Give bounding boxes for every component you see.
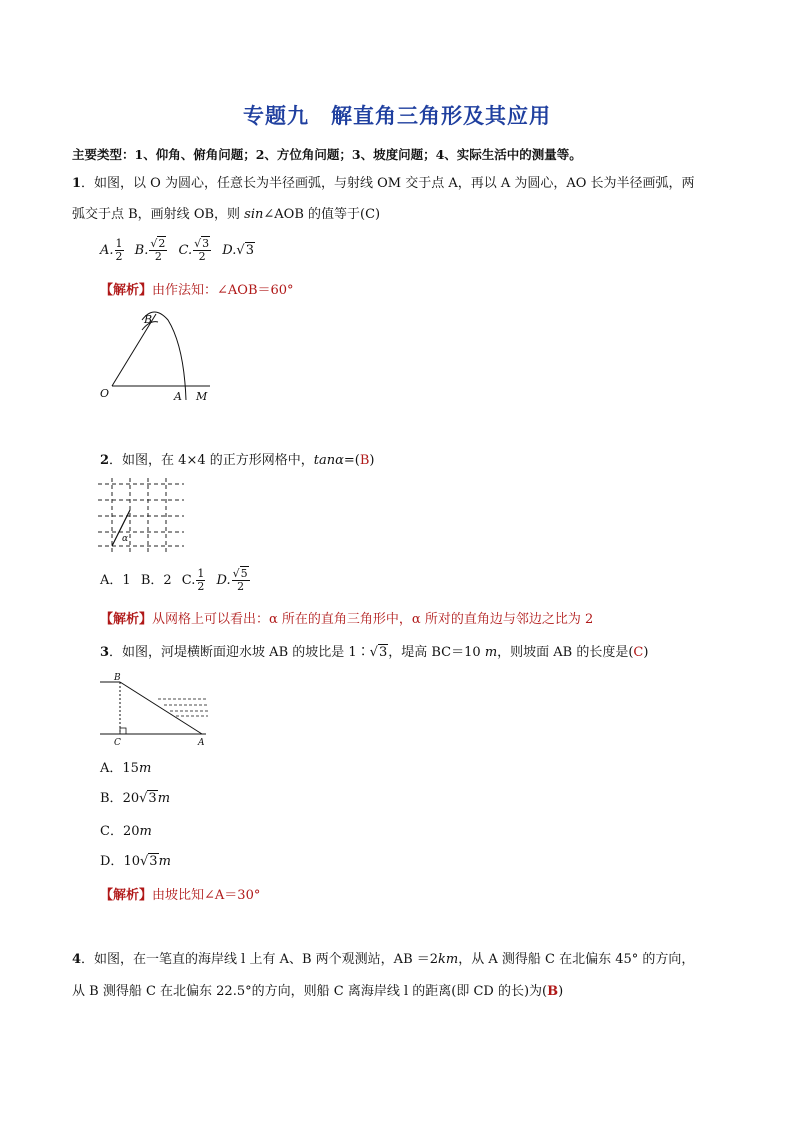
q1-label-a: A [174,390,182,403]
q4-close: ) [558,984,564,999]
q1-option-d: D.√3 [222,243,254,258]
q3-text [100,644,648,662]
q3-text-c: ，则坡面 AB 的长度是( [497,645,634,660]
q2-options [100,568,257,594]
q4-km: km [438,952,459,967]
q1-number: 1 [72,176,82,191]
q3-text-b: ，堤高 BC＝10 [388,645,485,660]
q2-answer: B [359,453,370,468]
q3-unit: m [484,645,498,660]
q1-text2a: 弧交于点 B，画射线 OB，则 [72,207,245,222]
q1-text1: ．如图，以 O 为圆心，任意长为半径画弧，与射线 OM 交于点 A，再以 A 为圆心，AO 长为半径画弧，两 [81,176,695,191]
q1-option-b: B. $\frac{√2}{2}$ [134,237,166,263]
q2-option-b: B．2 [140,573,172,588]
q3-option-c: C．20m [100,824,152,839]
q2-number: 2 [100,453,110,468]
q2-analysis-label: 【解析】 [100,612,153,627]
q3-option-d: D．10√3m [100,854,171,869]
q3-label-c: C [114,738,121,748]
q3-water-lines [158,699,208,716]
q2-analysis [100,611,593,629]
q2-text [100,452,375,470]
q1-label-m: M [196,390,208,403]
q3-text-a: ．如图，河堤横断面迎水坡 AB 的坡比是 1∶ [109,645,370,660]
q2-analysis-text: 从网格上可以看出：α 所在的直角三角形中，α 所对的直角边与邻边之比为 2 [152,612,594,627]
q3-sqrt3: √3 [369,645,388,660]
q4-text2: 从 B 测得船 C 在北偏东 22.5°的方向，则船 C 离海岸线 l 的距离(即 CD 的长)为( [72,984,548,999]
q2-option-d: D. $\frac{√5}{2}$ [216,567,248,593]
q3-analysis-text: 由坡比知∠A＝30° [152,888,261,903]
q2-grid-lines [98,478,184,552]
q1-analysis-text: 由作法知：∠AOB＝60° [152,283,294,298]
q3-label-b: B [114,673,121,683]
q2-option-a: A．1 [100,573,131,588]
intro-types: 主要类型：1、仰角、俯角问题；2、方位角问题；3、坡度问题；4、实际生活中的测量等。 [72,147,582,162]
q3-number: 3 [100,645,110,660]
q3-answer: C [633,645,644,660]
q1-answer: C [365,207,376,222]
q1-figure [96,308,226,408]
q3-figure [98,670,214,750]
q2-grid-figure [98,478,186,552]
q2-text-b: =( [343,453,360,468]
q3-analysis [100,887,260,905]
q1-analysis-label: 【解析】 [100,283,153,298]
q4-text1a: ．如图，在一笔直的海岸线 l 上有 A、B 两个观测站，AB ＝2 [81,952,439,967]
page-title: 专题九 解直角三角形及其应用 [243,103,551,128]
q3-slope-ab [120,682,202,734]
q4-text-line2 [72,983,563,1001]
q1-text-line2 [72,206,380,224]
q3-option-b: B．20√3m [100,791,171,806]
q2-option-c: C. $\frac{1}{2}$ [181,567,205,593]
q3-analysis-label: 【解析】 [100,888,153,903]
q4-text1b: ，从 A 测得船 C 在北偏东 45° 的方向， [458,952,695,967]
q1-option-a: A. $\frac{1}{2}$ [100,237,123,263]
q3-option-a: A．15m [100,761,152,776]
q1-text2c: ∠AOB 的值等于( [263,207,366,222]
q1-label-b: B [144,313,153,326]
q3-close: ) [643,645,649,660]
q2-tan: tanα [313,453,344,468]
q4-number: 4 [72,952,82,967]
q3-right-angle [120,728,126,734]
q3-label-a: A [198,738,205,748]
q1-text-line1 [72,175,695,193]
q2-alpha: α [122,534,129,544]
q1-analysis [100,282,294,300]
q1-options [100,238,261,264]
q4-text-line1 [72,951,694,969]
q2-text-a: ．如图，在 4×4 的正方形网格中， [109,453,314,468]
q2-close: ) [369,453,375,468]
q1-close: ) [375,207,381,222]
q1-sin: sin [244,207,264,222]
q4-answer: B [547,984,559,999]
q1-label-o: O [100,387,110,400]
q1-option-c: C. $\frac{√3}{2}$ [178,237,210,263]
